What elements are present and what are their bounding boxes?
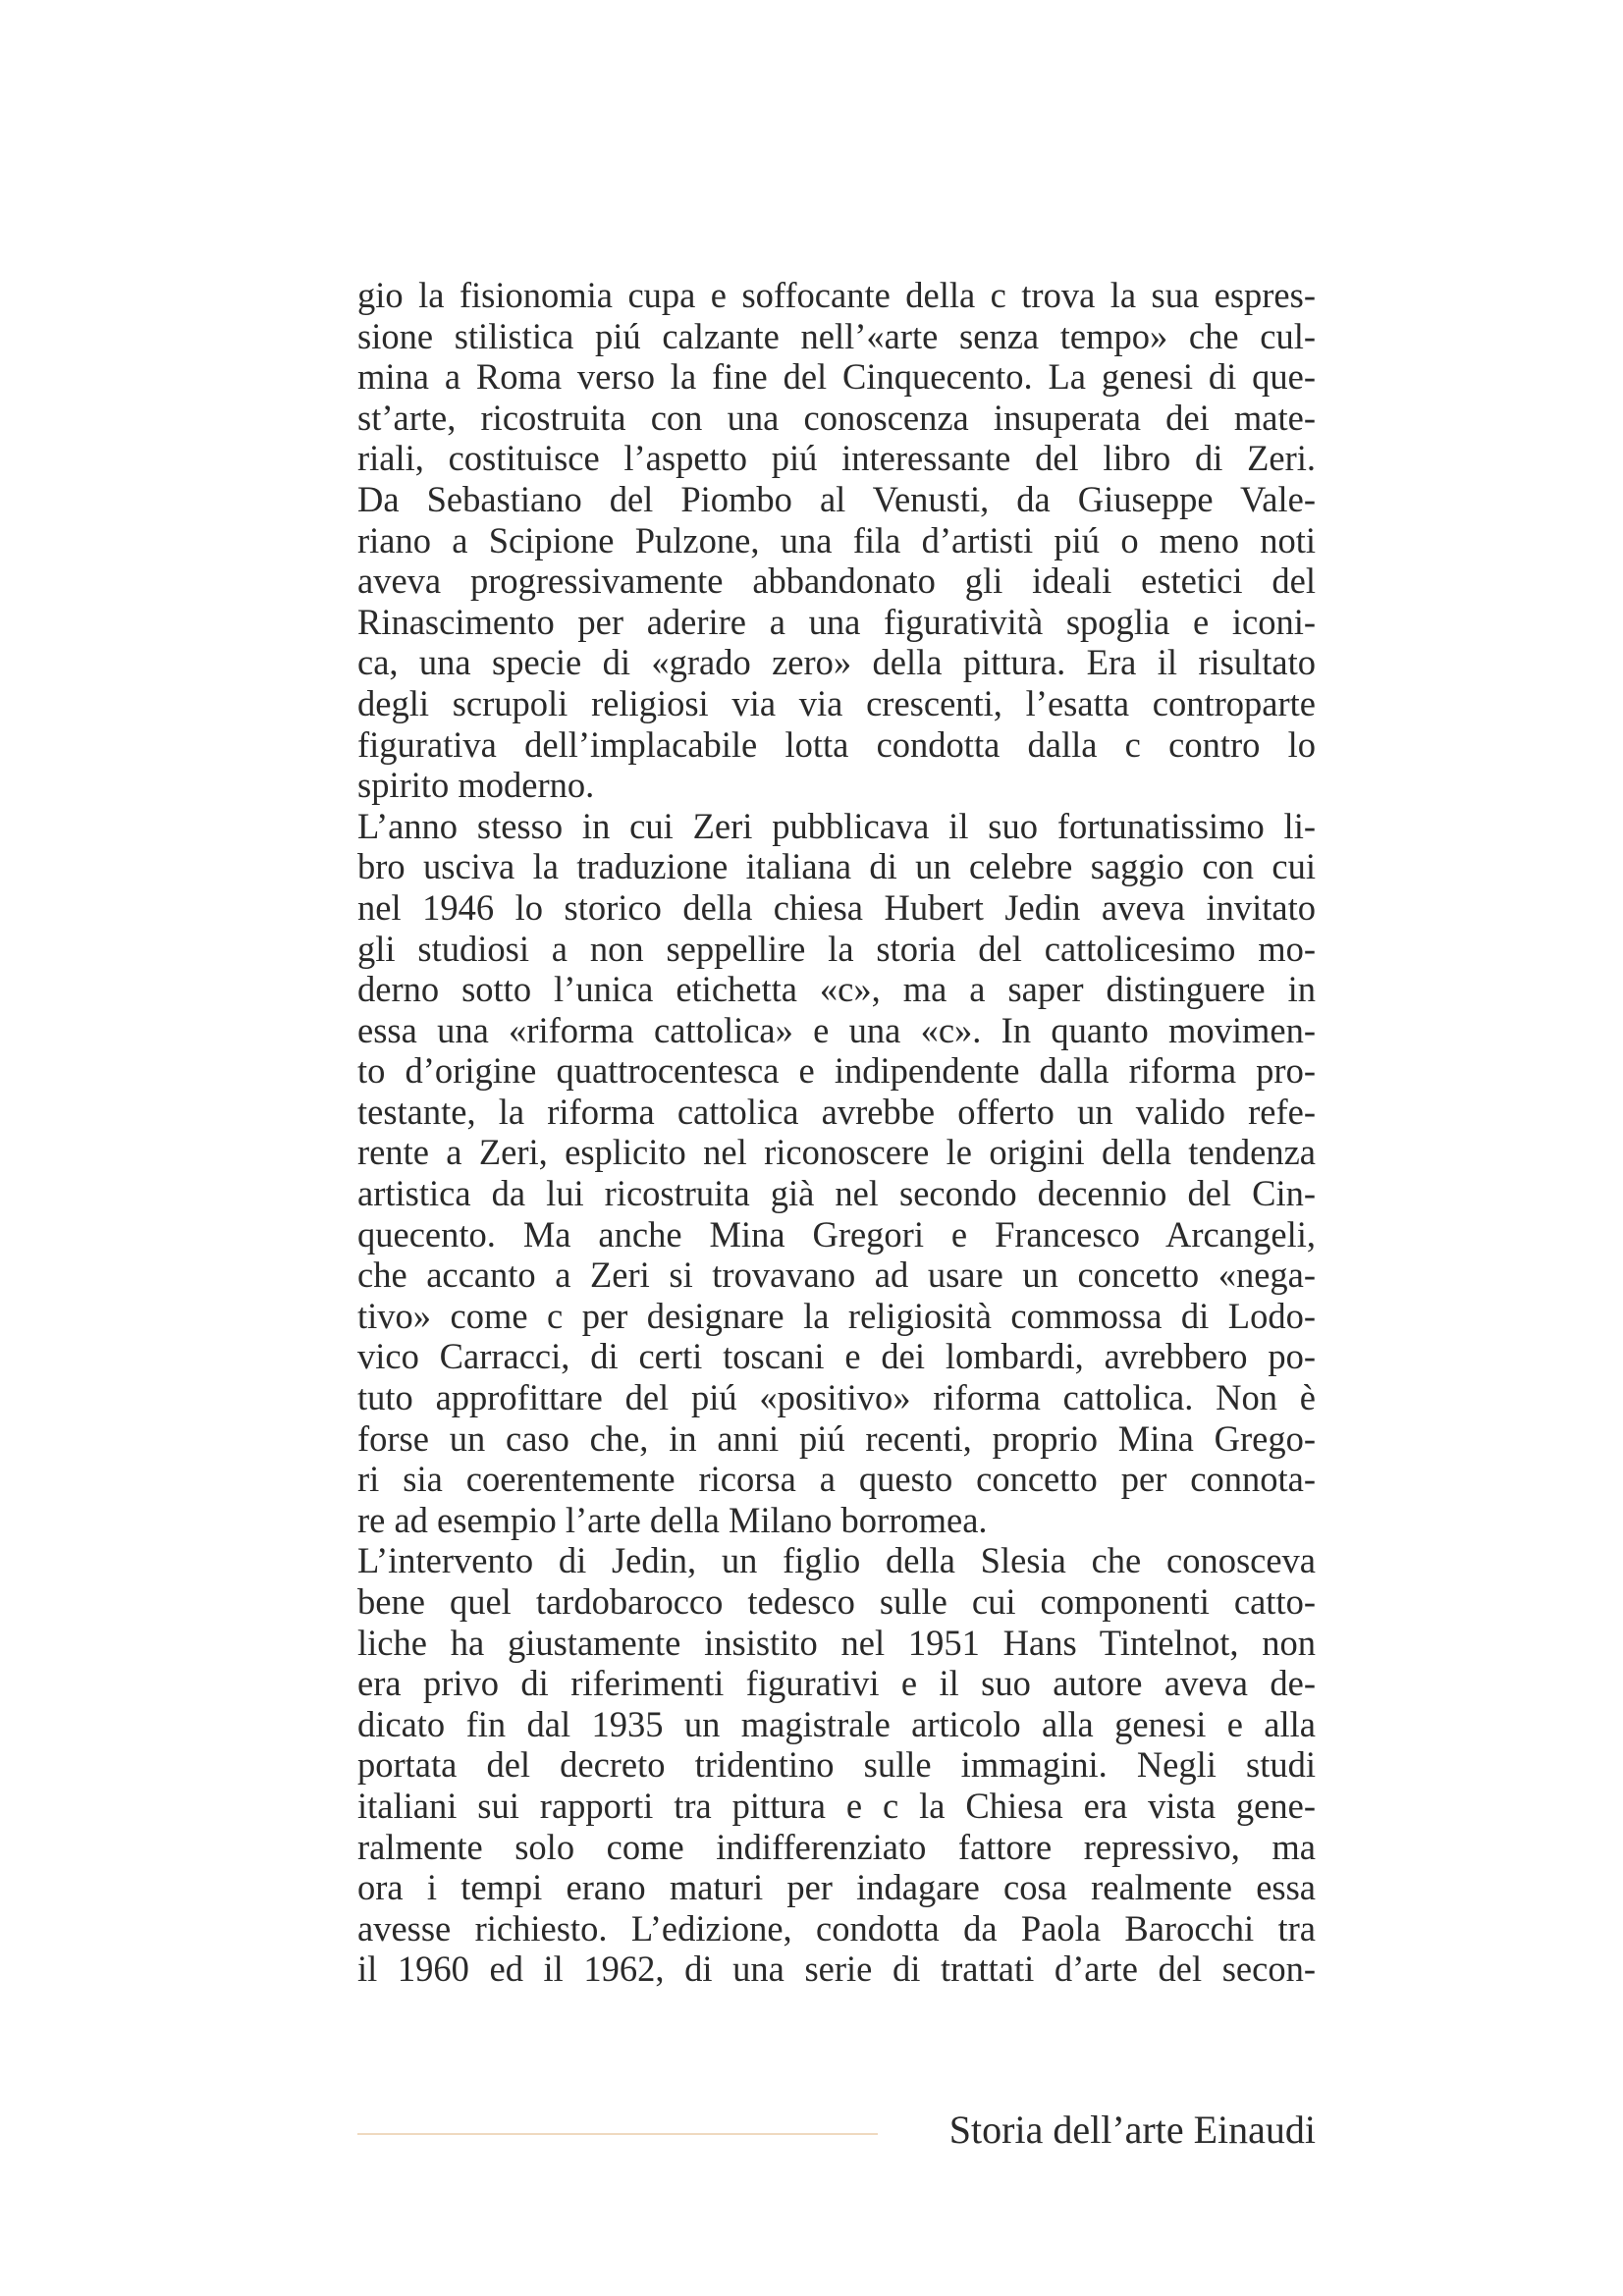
body-line: st’arte, ricostruita con una conoscenza insuperata dei mate- — [357, 397, 1316, 438]
footer-series-title: Storia dell’arte Einaudi — [948, 2108, 1316, 2152]
body-line: degli scrupoli religiosi via via crescenti, l’esatta controparte — [357, 682, 1316, 723]
body-line: il 1960 ed il 1962, di una serie di trattati d’arte del secon- — [357, 1949, 1316, 1990]
body-line: essa una «riforma cattolica» e una «c». In quanto movimen- — [357, 1009, 1316, 1050]
body-line: ralmente solo come indifferenziato fattore repressivo, ma — [357, 1826, 1316, 1867]
body-line: quecento. Ma anche Mina Gregori e Francesco Arcangeli, — [357, 1213, 1316, 1255]
body-line: re ad esempio l’arte della Milano borromea. — [357, 1499, 988, 1540]
body-line: riali, costituisce l’aspetto piú interessante del libro di Zeri. — [357, 438, 1316, 479]
body-line: testante, la riforma cattolica avrebbe offerto un valido refe- — [357, 1091, 1316, 1132]
body-line: figurativa dell’implacabile lotta condotta dalla c contro lo — [357, 723, 1316, 765]
body-line: derno sotto l’unica etichetta «c», ma a saper distinguere in — [357, 969, 1316, 1010]
body-line: nel 1946 lo storico della chiesa Hubert Jedin aveva invitato — [357, 886, 1316, 928]
body-line: ca, una specie di «grado zero» della pittura. Era il risultato — [357, 642, 1316, 683]
body-line: Rinascimento per aderire a una figuratività spoglia e iconi- — [357, 601, 1316, 642]
body-line: vico Carracci, di certi toscani e dei lombardi, avrebbero po- — [357, 1336, 1316, 1377]
body-line: gio la fisionomia cupa e soffocante della c trova la sua espres- — [357, 275, 1316, 315]
body-line: era privo di riferimenti figurativi e il suo autore aveva de- — [357, 1663, 1316, 1704]
body-line: riano a Scipione Pulzone, una fila d’artisti piú o meno noti — [357, 519, 1316, 561]
body-line: bro usciva la traduzione italiana di un celebre saggio con cui — [357, 846, 1316, 887]
body-line: sione stilistica piú calzante nell’«arte senza tempo» che cul- — [357, 315, 1316, 356]
body-line: avesse richiesto. L’edizione, condotta da Paola Barocchi tra — [357, 1907, 1316, 1949]
body-line: aveva progressivamente abbandonato gli ideali estetici del — [357, 561, 1316, 602]
body-line: dicato fin dal 1935 un magistrale articolo alla genesi e alla — [357, 1703, 1316, 1744]
body-line: che accanto a Zeri si trovavano ad usare un concetto «nega- — [357, 1255, 1316, 1296]
body-line: portata del decreto tridentino sulle immagini. Negli studi — [357, 1744, 1316, 1786]
body-line: italiani sui rapporti tra pittura e c la Chiesa era vista gene- — [357, 1785, 1316, 1826]
body-line: L’anno stesso in cui Zeri pubblicava il suo fortunatissimo li- — [357, 805, 1316, 846]
body-line: Da Sebastiano del Piombo al Venusti, da Giuseppe Vale- — [357, 478, 1316, 519]
body-line: to d’origine quattrocentesca e indipendente dalla riforma pro- — [357, 1050, 1316, 1092]
body-line: ri sia coerentemente ricorsa a questo concetto per connota- — [357, 1459, 1316, 1500]
body-line: mina a Roma verso la fine del Cinquecento. La genesi di que- — [357, 356, 1316, 398]
body-line: liche ha giustamente insistito nel 1951 Hans Tintelnot, non — [357, 1622, 1316, 1663]
body-line: tivo» come c per designare la religiosità commossa di Lodo- — [357, 1295, 1316, 1336]
footer-rule — [357, 2133, 878, 2135]
body-line: bene quel tardobarocco tedesco sulle cui componenti catto- — [357, 1581, 1316, 1622]
body-line: L’intervento di Jedin, un figlio della Slesia che conosceva — [357, 1540, 1316, 1581]
body-line: tuto approfittare del piú «positivo» riforma cattolica. Non è — [357, 1377, 1316, 1418]
body-line: forse un caso che, in anni piú recenti, proprio Mina Grego- — [357, 1417, 1316, 1459]
body-text — [357, 275, 1316, 1990]
body-line: artistica da lui ricostruita già nel secondo decennio del Cin- — [357, 1173, 1316, 1214]
body-line: ora i tempi erano maturi per indagare cosa realmente essa — [357, 1867, 1316, 1908]
body-line: spirito moderno. — [357, 765, 595, 806]
body-line: gli studiosi a non seppellire la storia del cattolicesimo mo- — [357, 928, 1316, 969]
body-line: rente a Zeri, esplicito nel riconoscere le origini della tendenza — [357, 1132, 1316, 1173]
